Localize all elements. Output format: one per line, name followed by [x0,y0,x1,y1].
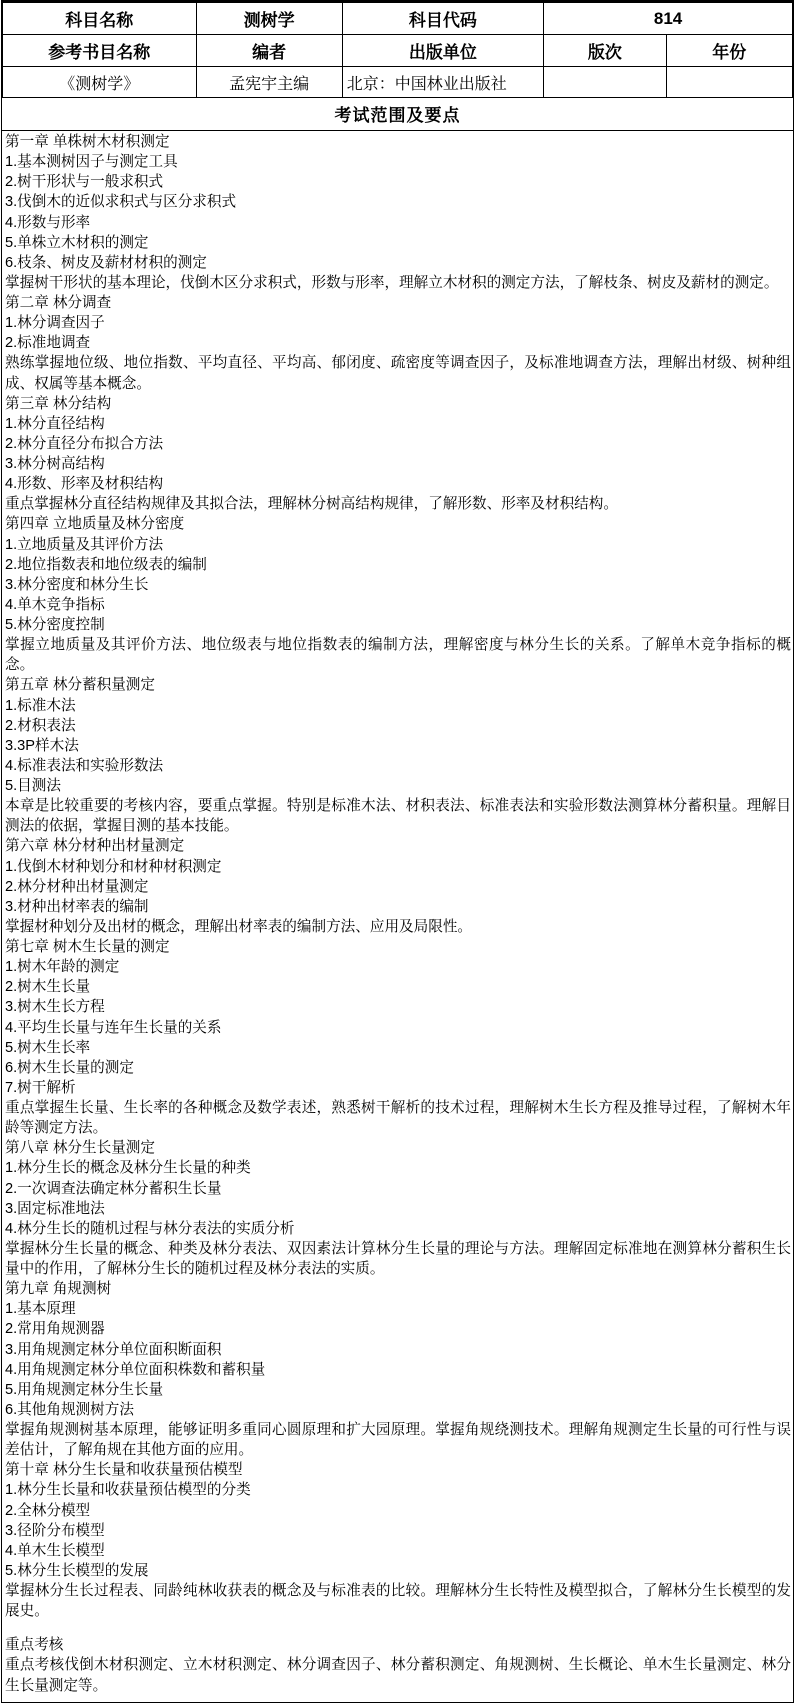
content-line: 掌握立地质量及其评价方法、地位级表与地位指数表的编制方法，理解密度与林分生长的关系。了解单木竞争指标的概念。 [5,637,791,674]
content-line: 2.林分材种出材量测定 [5,878,149,895]
subject-name-value: 测树学 [196,3,342,35]
content-line: 4.单木竞争指标 [5,596,105,613]
content-line: 2.树木生长量 [5,979,91,996]
content-line: 2.林分直径分布拟合方法 [5,435,164,452]
exam-scope-content [2,131,793,1702]
content-line: 1.标准木法 [5,697,76,714]
content-line: 5.林分生长模型的发展 [5,1562,149,1579]
content-line: 重点掌握生长量、生长率的各种概念及数学表述，熟悉树干解析的技术过程，理解树木生长方程及推导过程，了解树木年龄等测定方法。 [5,1100,791,1137]
content-line: 1.林分生长的概念及林分生长量的种类 [5,1160,251,1177]
content-line: 第六章 林分材种出材量测定 [5,838,185,855]
content-line: 6.其他角规测树方法 [5,1401,134,1418]
content-line: 1.伐倒木材种划分和材种材积测定 [5,858,222,875]
content-line: 2.常用角规测器 [5,1321,105,1338]
content-line: 重点考核 [5,1637,64,1654]
editor-value: 孟宪宇主编 [196,67,342,98]
content-line: 掌握树干形状的基本理论，伐倒木区分求积式，形数与形率，理解立木材积的测定方法，了解枝条、树皮及薪材的测定。 [5,274,779,291]
content-line: 2.树干形状与一般求积式 [5,174,164,191]
content-line: 3.伐倒木的近似求积式与区分求积式 [5,194,237,211]
content-line: 2.标准地调查 [5,335,91,352]
editor-label: 编者 [196,35,342,67]
content-line: 5.单株立木材积的测定 [5,234,149,251]
content-line: 3.固定标准地法 [5,1200,105,1217]
content-line: 5.用角规测定林分生长量 [5,1381,164,1398]
content-line: 3.林分密度和林分生长 [5,576,149,593]
content-line: 2.材积表法 [5,717,76,734]
content-line: 1.基本测树因子与测定工具 [5,154,178,171]
content-line: 5.树木生长率 [5,1039,91,1056]
content-line: 4.形数、形率及材积结构 [5,476,164,493]
content-line: 重点掌握林分直径结构规律及其拟合法，理解林分树高结构规律，了解形数、形率及材积结构。 [5,496,618,513]
content-line: 掌握林分生长过程表、同龄纯林收获表的概念及与标准表的比较。理解林分生长特性及模型拟合，了解林分生长模型的发展史。 [5,1583,791,1620]
year-value [666,67,792,98]
content-line: 2.地位指数表和地位级表的编制 [5,556,207,573]
content-line: 第八章 林分生长量测定 [5,1140,155,1157]
content-line: 掌握林分生长量的概念、种类及林分表法、双因素法计算林分生长量的理论与方法。理解固定标准地在测算林分蓄积生长量中的作用，了解林分生长的随机过程及林分表法的实质。 [5,1240,791,1277]
content-line: 2.全林分模型 [5,1502,91,1519]
content-line: 4.形数与形率 [5,214,91,231]
content-line: 第一章 单株树木材积测定 [5,134,170,150]
subject-code-value: 814 [544,3,793,35]
content-line: 5.林分密度控制 [5,617,105,633]
content-line: 3.径阶分布模型 [5,1522,105,1539]
exam-syllabus-document [1,0,794,1703]
content-line: 3.树木生长方程 [5,999,105,1016]
content-line: 第五章 林分蓄积量测定 [5,677,155,694]
section-title: 考试范围及要点 [2,98,793,131]
edition-label: 版次 [544,35,666,67]
publisher-label: 出版单位 [342,35,543,67]
subject-code-label: 科目代码 [342,3,543,35]
content-line: 第九章 角规测树 [5,1281,112,1298]
subject-name-label: 科目名称 [3,3,197,35]
table-row [3,35,793,67]
content-line: 1.林分生长量和收获量预估模型的分类 [5,1482,251,1499]
content-line: 4.林分生长的随机过程与林分表法的实质分析 [5,1220,295,1237]
content-line: 7.树干解析 [5,1079,76,1096]
content-line: 第七章 树木生长量的测定 [5,939,170,955]
reference-book-value: 《测树学》 [3,67,197,98]
content-line: 本章是比较重要的考核内容，要重点掌握。特别是标准木法、材积表法、标准表法和实验形数法测算林分蓄积量。理解目测法的依据，掌握目测的基本技能。 [5,798,791,835]
content-line: 1.基本原理 [5,1301,76,1318]
content-line: 3.3P样木法 [5,737,79,754]
content-line: 4.单木生长模型 [5,1542,105,1559]
table-row [3,67,793,98]
content-line: 掌握角规测树基本原理，能够证明多重同心圆原理和扩大园原理。掌握角规绕测技术。理解角规测定生长量的可行性与误差估计，了解角规在其他方面的应用。 [5,1422,791,1459]
reference-book-label: 参考书目名称 [3,35,197,67]
content-line: 4.平均生长量与连年生长量的关系 [5,1019,222,1036]
edition-value [544,67,666,98]
content-line: 1.林分直径结构 [5,415,105,432]
content-line: 第二章 林分调查 [5,295,112,311]
content-line: 1.立地质量及其评价方法 [5,536,164,553]
content-line: 3.材种出材率表的编制 [5,898,149,915]
content-line: 掌握材种划分及出材的概念，理解出材率表的编制方法、应用及局限性。 [5,918,473,935]
table-row [3,3,793,35]
content-line: 第四章 立地质量及林分密度 [5,516,185,533]
content-line: 3.林分树高结构 [5,456,105,472]
content-line: 6.枝条、树皮及薪材材积的测定 [5,254,207,271]
content-line: 1.林分调查因子 [5,315,105,332]
subject-info-table [2,2,793,98]
content-line: 4.标准表法和实验形数法 [5,757,164,774]
publisher-value: 北京：中国林业出版社 [342,67,543,98]
blank-line [5,1621,791,1635]
content-line: 6.树木生长量的测定 [5,1059,134,1076]
content-line: 3.用角规测定林分单位面积断面积 [5,1341,222,1358]
content-line: 1.树木年龄的测定 [5,959,120,976]
content-line: 4.用角规测定林分单位面积株数和蓄积量 [5,1361,266,1378]
content-line: 2.一次调查法确定林分蓄积生长量 [5,1180,222,1197]
content-line: 重点考核伐倒木材积测定、立木材积测定、林分调查因子、林分蓄积测定、角规测树、生长概论、单木生长量测定、林分生长量测定等。 [5,1657,791,1694]
content-line: 熟练掌握地位级、地位指数、平均直径、平均高、郁闭度、疏密度等调查因子，及标准地调查方法，理解出材级、树种组成、权属等基本概念。 [5,355,791,392]
content-line: 第十章 林分生长量和收获量预估模型 [5,1462,243,1479]
year-label: 年份 [666,35,792,67]
content-line: 5.目测法 [5,778,61,794]
content-line: 第三章 林分结构 [5,395,112,412]
